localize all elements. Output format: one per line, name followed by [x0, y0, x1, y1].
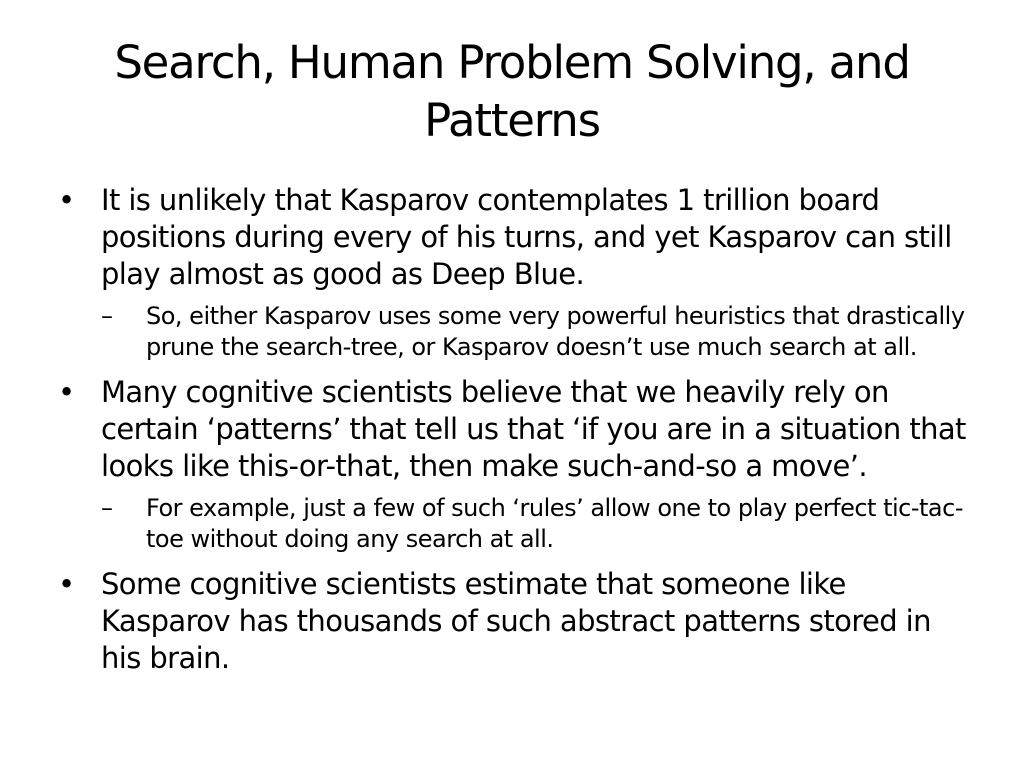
sub-bullet-marker: –	[101, 494, 113, 522]
bullet-item	[58, 374, 973, 485]
bullet-marker: •	[58, 183, 75, 217]
sub-bullet-item	[101, 493, 973, 555]
sub-bullet-marker: –	[101, 302, 113, 330]
bullet-item	[58, 182, 973, 293]
slide-title: Search, Human Problem Solving, and Patterns	[114, 36, 910, 147]
bullet-text: It is unlikely that Kasparov contemplates 1 trillion board positions during every of his turns, and yet Kasparov can still play almost as good as Deep Blue.	[101, 183, 952, 291]
bullet-item	[58, 566, 973, 677]
bullet-marker: •	[58, 567, 75, 601]
sub-bullet-text: For example, just a few of such ‘rules’ allow one to play perfect tic-tac-toe without doing any search at all.	[146, 494, 963, 553]
bullet-text: Many cognitive scientists believe that we heavily rely on certain ‘patterns’ that tell us that ‘if you are in a situation that looks like this-or-that, then make such-and-so a move’.	[101, 375, 966, 483]
sub-bullet-item	[101, 301, 973, 363]
bullet-text: Some cognitive scientists estimate that someone like Kasparov has thousands of such abstract patterns stored in his brain.	[101, 567, 931, 675]
bullet-marker: •	[58, 375, 75, 409]
slide-body	[58, 182, 973, 687]
sub-bullet-text: So, either Kasparov uses some very powerful heuristics that drastically prune the search-tree, or Kasparov doesn’t use much search at all.	[146, 302, 965, 361]
